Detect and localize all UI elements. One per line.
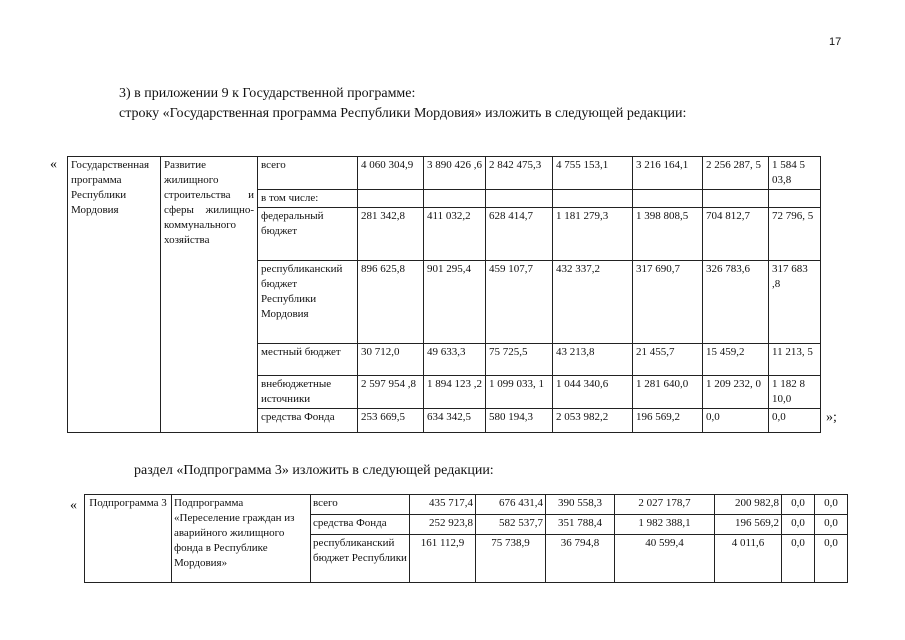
value-cell: 1 182 8 10,0	[769, 376, 821, 409]
value-cell: 317 690,7	[633, 261, 703, 344]
value-cell: 252 923,8	[410, 515, 476, 535]
value-cell: 75 738,9	[476, 535, 546, 583]
value-cell: 1 181 279,3	[553, 208, 633, 261]
row-label: в том числе:	[258, 190, 358, 208]
value-cell: 0,0	[815, 495, 848, 515]
program-table	[67, 156, 821, 433]
value-cell: 11 213, 5	[769, 344, 821, 376]
value-cell: 0,0	[815, 515, 848, 535]
value-cell: 3 216 164,1	[633, 157, 703, 190]
open-quote-2: «	[70, 498, 77, 513]
subprogram-title-cell: Подпрограмма «Переселение граждан из аварийного жилищного фонда в Республике Мордовия»	[172, 495, 311, 583]
value-cell: 317 683 ,8	[769, 261, 821, 344]
value-cell: 72 796, 5	[769, 208, 821, 261]
row-label: федеральный бюджет	[258, 208, 358, 261]
row-label: всего	[311, 495, 410, 515]
open-quote: «	[50, 157, 57, 172]
value-cell: 676 431,4	[476, 495, 546, 515]
value-cell: 634 342,5	[424, 409, 486, 433]
program-direction-cell: Развитие жилищного строительства и сферы жилищно-коммунального хозяйства	[161, 157, 258, 433]
page-number: 17	[829, 36, 842, 48]
value-cell: 253 669,5	[358, 409, 424, 433]
value-cell: 1 894 123 ,2	[424, 376, 486, 409]
value-cell: 281 342,8	[358, 208, 424, 261]
program-name-cell: Государственная программа Республики Мордовия	[68, 157, 161, 433]
value-cell: 1 398 808,5	[633, 208, 703, 261]
value-cell: 0,0	[782, 515, 815, 535]
value-cell: 2 597 954 ,8	[358, 376, 424, 409]
value-cell: 75 725,5	[486, 344, 553, 376]
value-cell: 196 569,2	[633, 409, 703, 433]
value-cell: 1 584 5 03,8	[769, 157, 821, 190]
value-cell: 459 107,7	[486, 261, 553, 344]
value-cell: 30 712,0	[358, 344, 424, 376]
row-label: внебюджетные источники	[258, 376, 358, 409]
value-cell: 2 027 178,7	[615, 495, 715, 515]
value-cell: 432 337,2	[553, 261, 633, 344]
value-cell: 4 755 153,1	[553, 157, 633, 190]
value-cell: 0,0	[703, 409, 769, 433]
value-cell: 1 044 340,6	[553, 376, 633, 409]
row-label: местный бюджет	[258, 344, 358, 376]
value-cell: 0,0	[782, 535, 815, 583]
value-cell: 435 717,4	[410, 495, 476, 515]
row-label: средства Фонда	[311, 515, 410, 535]
value-cell: 582 537,7	[476, 515, 546, 535]
close-quote: »;	[826, 410, 837, 425]
value-cell: 1 099 033, 1	[486, 376, 553, 409]
value-cell: 0,0	[782, 495, 815, 515]
value-cell: 36 794,8	[546, 535, 615, 583]
value-cell: 1 209 232, 0	[703, 376, 769, 409]
value-cell: 161 112,9	[410, 535, 476, 583]
value-cell: 580 194,3	[486, 409, 553, 433]
value-cell: 628 414,7	[486, 208, 553, 261]
value-cell: 4 060 304,9	[358, 157, 424, 190]
value-cell: 901 295,4	[424, 261, 486, 344]
value-cell: 40 599,4	[615, 535, 715, 583]
value-cell: 4 011,6	[715, 535, 782, 583]
value-cell: 2 256 287, 5	[703, 157, 769, 190]
value-cell: 43 213,8	[553, 344, 633, 376]
value-cell: 21 455,7	[633, 344, 703, 376]
heading-appendix: 3) в приложении 9 к Государственной программе:	[119, 86, 416, 101]
value-cell: 200 982,8	[715, 495, 782, 515]
value-cell: 704 812,7	[703, 208, 769, 261]
value-cell: 2 842 475,3	[486, 157, 553, 190]
value-cell: 196 569,2	[715, 515, 782, 535]
value-cell: 0,0	[769, 409, 821, 433]
row-label: средства Фонда	[258, 409, 358, 433]
value-cell: 49 633,3	[424, 344, 486, 376]
value-cell: 390 558,3	[546, 495, 615, 515]
value-cell: 326 783,6	[703, 261, 769, 344]
value-cell: 896 625,8	[358, 261, 424, 344]
subprogram-table	[84, 494, 848, 583]
value-cell: 411 032,2	[424, 208, 486, 261]
heading-subprogram: раздел «Подпрограмма 3» изложить в следующей редакции:	[134, 463, 494, 478]
subprogram-name-cell: Подпрограмма 3	[85, 495, 172, 583]
heading-program-row: строку «Государственная программа Республики Мордовия» изложить в следующей редакции:	[119, 106, 687, 121]
value-cell: 0,0	[815, 535, 848, 583]
row-label: республиканский бюджет Республики	[311, 535, 410, 583]
value-cell: 1 281 640,0	[633, 376, 703, 409]
row-label: республиканский бюджет Республики Мордовия	[258, 261, 358, 344]
value-cell: 3 890 426 ,6	[424, 157, 486, 190]
value-cell: 15 459,2	[703, 344, 769, 376]
row-label: всего	[258, 157, 358, 190]
value-cell: 2 053 982,2	[553, 409, 633, 433]
value-cell: 1 982 388,1	[615, 515, 715, 535]
value-cell: 351 788,4	[546, 515, 615, 535]
